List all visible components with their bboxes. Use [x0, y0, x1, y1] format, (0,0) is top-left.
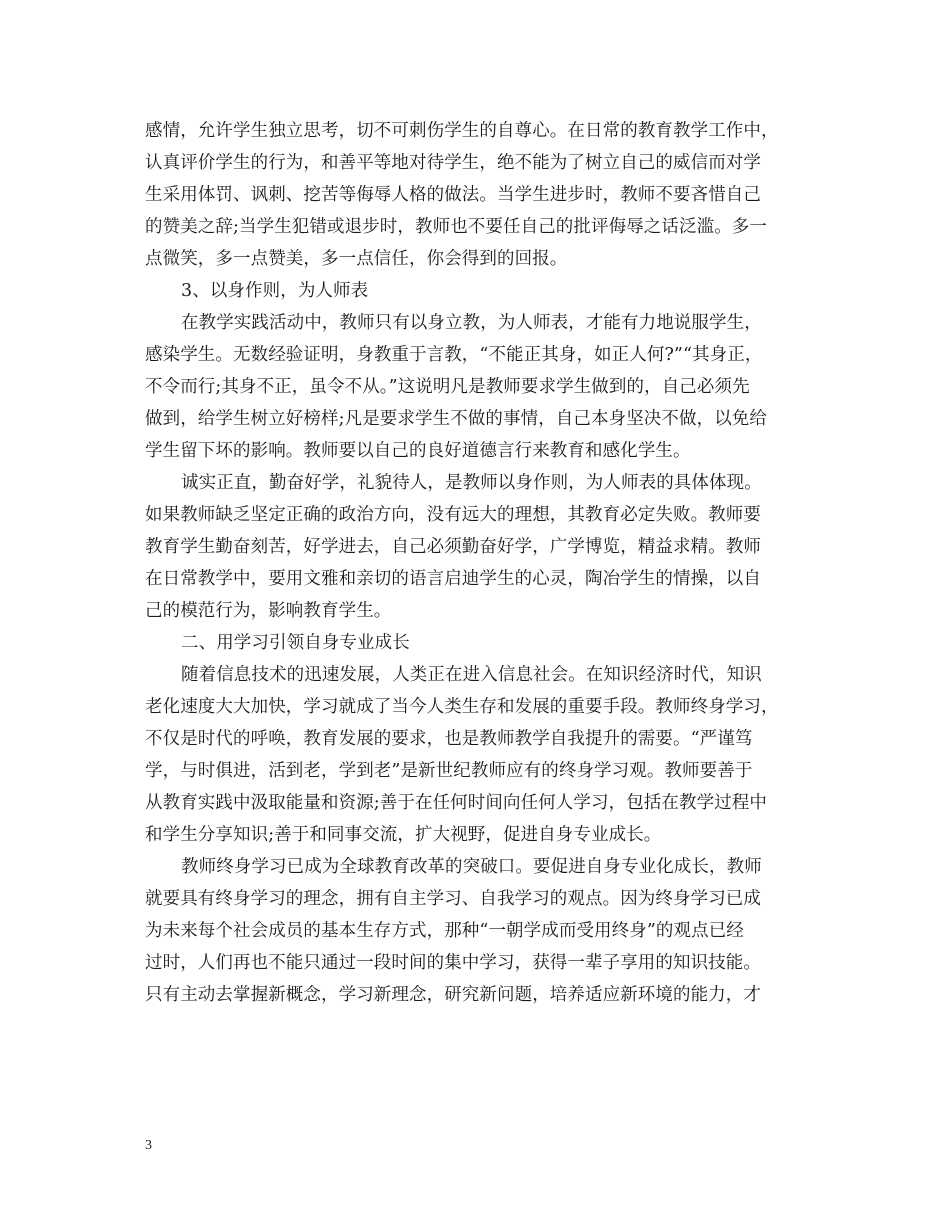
text-line: 学，与时俱进，活到老，学到老”是新世纪教师应有的终身学习观。教师要善于 [145, 761, 753, 781]
text-line: 在日常教学中，要用文雅和亲切的语言启迪学生的心灵，陶冶学生的情操，以自 [145, 569, 761, 589]
text-line: 认真评价学生的行为，和善平等地对待学生，绝不能为了树立自己的威信而对学 [145, 153, 761, 173]
text-line: 不仅是时代的呼唤，教育发展的要求，也是教师教学自我提升的需要。“严谨笃 [145, 729, 753, 749]
text-line: 和学生分享知识;善于和同事交流，扩大视野，促进自身专业成长。 [145, 825, 662, 845]
text-line: 二、用学习引领自身专业成长 [181, 633, 410, 653]
text-line: 点微笑，多一点赞美，多一点信任，你会得到的回报。 [145, 249, 568, 269]
page-number: 3 [145, 1138, 152, 1153]
text-line: 生采用体罚、讽刺、挖苦等侮辱人格的做法。当学生进步时，教师不要吝惜自己 [145, 185, 761, 205]
body-text [145, 115, 817, 1011]
text-line: 感染学生。无数经验证明，身教重于言教，“不能正其身，如正人何?”“其身正， [145, 345, 763, 365]
text-line: 学生留下坏的影响。教师要以自己的良好道德言行来教育和感化学生。 [145, 441, 691, 461]
text-line: 诚实正直，勤奋好学，礼貌待人，是教师以身作则，为人师表的具体体现。 [181, 473, 762, 493]
text-line: 3、以身作则，为人师表 [181, 281, 369, 301]
text-line: 如果教师缺乏坚定正确的政治方向，没有远大的理想，其教育必定失败。教师要 [145, 505, 761, 525]
text-line: 从教育实践中汲取能量和资源;善于在任何时间向任何人学习，包括在教学过程中 [145, 793, 767, 813]
text-line: 在教学实践活动中，教师只有以身立教，为人师表，才能有力地说服学生， [181, 313, 762, 333]
text-line: 随着信息技术的迅速发展，人类正在进入信息社会。在知识经济时代，知识 [181, 665, 762, 685]
text-line: 老化速度大大加快，学习就成了当今人类生存和发展的重要手段。教师终身学习， [145, 697, 779, 717]
text-line: 感情，允许学生独立思考，切不可刺伤学生的自尊心。在日常的教育教学工作中， [145, 121, 779, 141]
text-line: 的赞美之辞;当学生犯错或退步时，教师也不要任自己的批评侮辱之话泛滥。多一 [145, 217, 767, 237]
text-line: 教育学生勤奋刻苦，好学进去，自己必须勤奋好学，广学博览，精益求精。教师 [145, 537, 761, 557]
text-line: 己的模范行为，影响教育学生。 [145, 601, 392, 621]
text-line: 做到，给学生树立好榜样;凡是要求学生不做的事情，自己本身坚决不做，以免给 [145, 409, 767, 429]
text-line: 只有主动去掌握新概念，学习新理念，研究新问题，培养适应新环境的能力，才 [145, 985, 761, 1005]
text-line: 就要具有终身学习的理念，拥有自主学习、自我学习的观点。因为终身学习已成 [145, 889, 761, 909]
text-line: 教师终身学习已成为全球教育改革的突破口。要促进自身专业化成长，教师 [181, 857, 762, 877]
text-line: 不令而行;其身不正，虽令不从。”这说明凡是教师要求学生做到的，自己必须先 [145, 377, 750, 397]
text-line: 为未来每个社会成员的基本生存方式，那种“一朝学成而受用终身”的观点已经 [145, 921, 744, 941]
text-line: 过时，人们再也不能只通过一段时间的集中学习，获得一辈子享用的知识技能。 [145, 953, 761, 973]
